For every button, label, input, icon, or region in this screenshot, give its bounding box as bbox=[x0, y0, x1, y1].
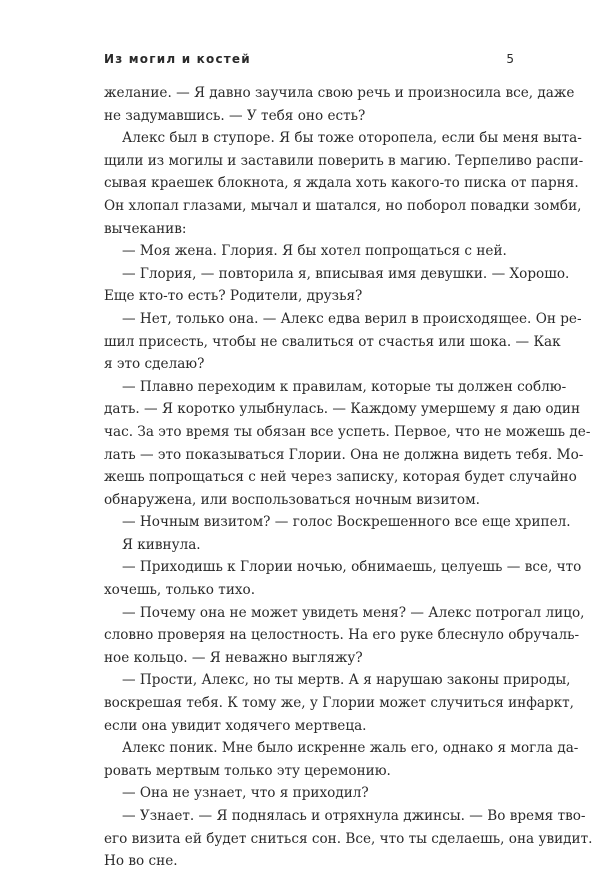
text-line: ное кольцо. — Я неважно выгляжу? bbox=[104, 649, 363, 666]
text-line: Еще кто-то есть? Родители, друзья? bbox=[104, 288, 363, 305]
running-title: Из могил и костей bbox=[104, 52, 251, 66]
text-line: щили из могилы и заставили поверить в магию. Терпеливо распи- bbox=[104, 152, 584, 169]
text-line: ровать мертвым только эту церемонию. bbox=[104, 762, 391, 779]
text-line: — Приходишь к Глории ночью, обнимаешь, целуешь — все, что bbox=[122, 559, 582, 576]
text-line: — Почему она не может увидеть меня? — Алекс потрогал лицо, bbox=[122, 604, 585, 621]
text-line: желание. — Я давно заучила свою речь и произносила все, даже bbox=[104, 85, 575, 101]
text-line: — Моя жена. Глория. Я бы хотел попрощаться с ней. bbox=[122, 243, 507, 260]
text-line: не задумавшись. — У тебя оно есть? bbox=[104, 107, 366, 124]
text-line: вычеканив: bbox=[104, 220, 187, 237]
text-line: — Глория, — повторила я, вписывая имя девушки. — Хорошо. bbox=[122, 265, 570, 282]
text-line: шил присесть, чтобы не свалиться от счастья или шока. — Как bbox=[104, 333, 561, 350]
text-line: словно проверяя на целостность. На его руке блеснуло обручаль- bbox=[104, 627, 580, 644]
page-number: 5 bbox=[506, 52, 514, 66]
text-line: я это сделаю? bbox=[104, 356, 205, 373]
text-line: Алекс был в ступоре. Я бы тоже оторопела, если бы меня выта- bbox=[122, 130, 582, 147]
text-line: — Прости, Алекс, но ты мертв. А я нарушаю законы природы, bbox=[122, 672, 571, 689]
text-line: его визита ей будет сниться сон. Все, что ты сделаешь, она увидит. bbox=[104, 830, 593, 847]
text-line: — Узнает. — Я поднялась и отряхнула джинсы. — Во время тво- bbox=[122, 808, 586, 824]
text-line: Но во сне. bbox=[104, 853, 178, 870]
text-line: хочешь, только тихо. bbox=[104, 582, 256, 599]
text-line: Он хлопал глазами, мычал и шатался, но поборол повадки зомби, bbox=[104, 197, 582, 214]
text-line: обнаружена, или воспользоваться ночным визитом. bbox=[104, 491, 480, 508]
text-line: воскрешая тебя. К тому же, у Глории может случиться инфаркт, bbox=[104, 695, 574, 712]
text-line: если она увидит ходячего мертвеца. bbox=[104, 717, 367, 734]
text-line: сывая краешек блокнота, я ждала хоть какого-то писка от парня. bbox=[104, 175, 579, 192]
text-line: Алекс поник. Мне было искренне жаль его, однако я могла да- bbox=[122, 740, 579, 757]
text-line: дать. — Я коротко улыбнулась. — Каждому умершему я даю один bbox=[104, 401, 581, 418]
text-line: час. За это время ты обязан все успеть. Первое, что не можешь де- bbox=[104, 423, 591, 440]
body-text bbox=[104, 82, 593, 873]
text-line: — Плавно переходим к правилам, которые ты должен соблю- bbox=[122, 378, 567, 395]
text-line: лать — это показываться Глории. Она не должна видеть тебя. Мо- bbox=[104, 446, 584, 463]
text-line: — Она не узнает, что я приходил? bbox=[122, 785, 369, 802]
text-line: — Нет, только она. — Алекс едва верил в происходящее. Он ре- bbox=[122, 310, 582, 327]
text-line: — Ночным визитом? — голос Воскрешенного все еще хрипел. bbox=[122, 514, 571, 531]
text-line: жешь попрощаться с ней через записку, которая будет случайно bbox=[104, 469, 577, 486]
text-line: Я кивнула. bbox=[122, 536, 201, 553]
